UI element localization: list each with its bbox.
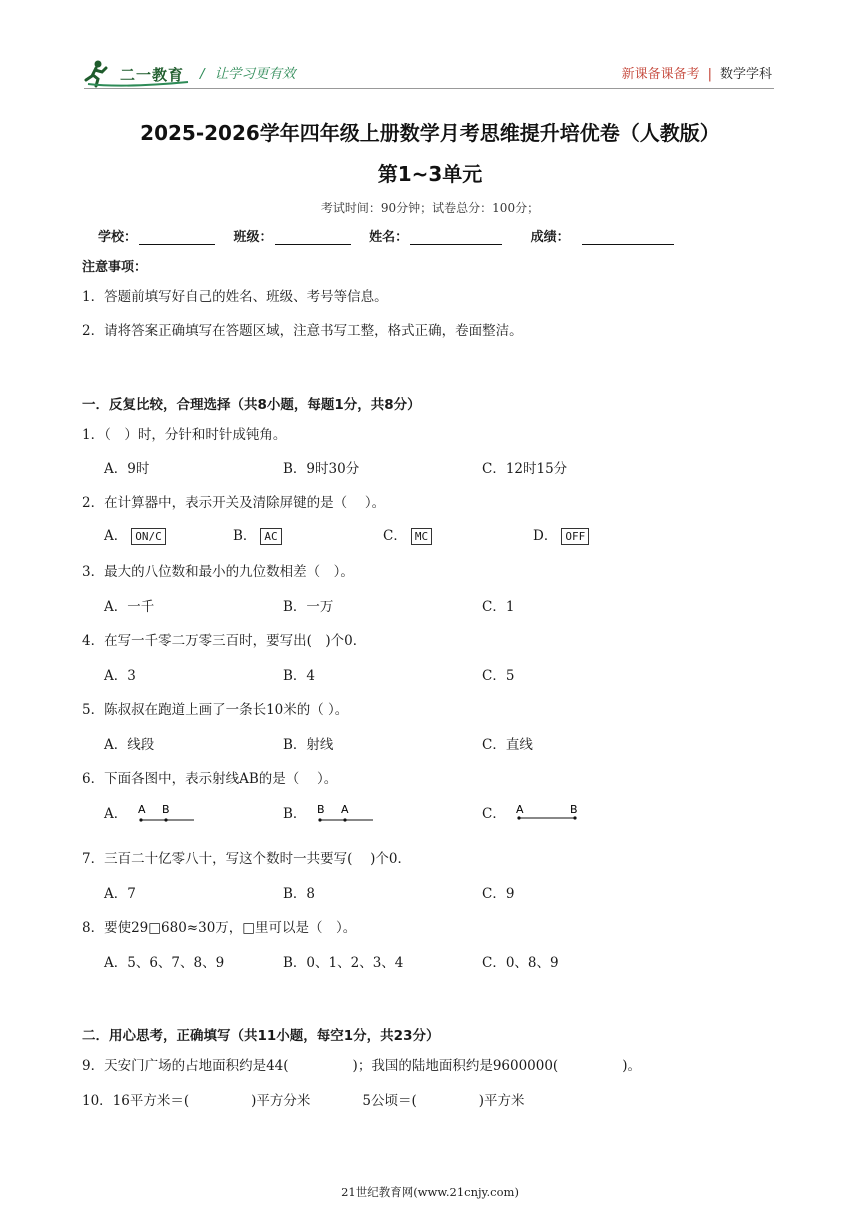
question-1-stem: 1．（ ）时，分针和时针成钝角。: [82, 427, 287, 443]
q3-option-b[interactable]: B．一万: [283, 599, 334, 615]
section-heading-2: 二．用心思考，正确填写（共11小题，每空1分，共23分）: [82, 1028, 440, 1044]
slogan-slash: /: [200, 66, 205, 82]
q2-option-c[interactable]: [383, 524, 432, 545]
slogan-text: 让学习更有效: [214, 66, 296, 82]
q6-option-a[interactable]: [104, 802, 196, 826]
exam-info: 考试时间：90分钟；试卷总分：100分；: [320, 201, 540, 215]
header-subject: 数学学科: [719, 67, 772, 82]
q2-option-a-label: A．: [104, 528, 128, 544]
question-8-stem: 8．要使29□680≈30万，□里可以是（ ）。: [82, 920, 357, 936]
question-10: [82, 1089, 525, 1109]
slogan: [200, 62, 296, 82]
note-item: 1．答题前填写好自己的姓名、班级、考号等信息。: [82, 289, 388, 305]
q10-text-c: 5公顷＝(: [362, 1093, 417, 1109]
q2-option-c-label: C．: [383, 528, 407, 544]
q9-text-c: )。: [622, 1058, 641, 1074]
q8-option-a[interactable]: A．5、6、7、8、9: [104, 955, 225, 971]
q2-option-b[interactable]: [233, 524, 282, 545]
name-label: 姓名：: [369, 230, 409, 245]
score-field[interactable]: [531, 226, 674, 245]
question-3-stem: 3．最大的八位数和最小的九位数相差（ ）。: [82, 564, 354, 580]
q9-text-a: 9．天安门广场的占地面积约是44(: [82, 1058, 289, 1074]
q5-option-c[interactable]: C．直线: [482, 737, 533, 753]
header-right: [622, 63, 772, 82]
class-label: 班级：: [233, 230, 273, 245]
question-6-stem: 6．下面各图中，表示射线AB的是（ ）。: [82, 771, 338, 787]
score-label: 成绩：: [530, 230, 570, 245]
q4-option-a[interactable]: A．3: [104, 668, 136, 684]
ray-a-label-2: B: [161, 803, 170, 816]
q7-option-a[interactable]: A．7: [104, 886, 136, 902]
page-footer: 21世纪教育网(www.21cnjy.com): [341, 1185, 519, 1199]
q8-option-c[interactable]: C．0、8、9: [482, 955, 559, 971]
ray-diagram-b-icon: [315, 804, 375, 826]
score-blank[interactable]: [582, 230, 674, 245]
ray-a-label-1: A: [137, 803, 146, 816]
class-blank[interactable]: [275, 230, 351, 245]
ray-diagram-a-icon: [136, 804, 196, 826]
question-4-stem: 4．在写一千零二万零三百时，要写出( )个0．: [82, 633, 367, 649]
q7-option-c[interactable]: C．9: [482, 886, 515, 902]
header-divider: [84, 88, 774, 89]
q10-text-a: 10．16平方米＝(: [82, 1093, 190, 1109]
q2-option-a[interactable]: [104, 524, 166, 545]
q2-option-b-label: B．: [233, 528, 257, 544]
ray-diagram-c-icon: [514, 804, 584, 826]
q5-option-b[interactable]: B．射线: [283, 737, 334, 753]
header-tag: 新课备课备考: [621, 67, 700, 82]
name-blank[interactable]: [410, 230, 502, 245]
ray-b-label-1: B: [316, 803, 325, 816]
q9-text-b: )；我国的陆地面积约是9600000(: [352, 1058, 559, 1074]
class-field[interactable]: [234, 226, 351, 245]
question-5-stem: 5．陈叔叔在跑道上画了一条长10米的（ ）。: [82, 702, 349, 718]
notes-heading: 注意事项：: [82, 260, 148, 275]
q2-option-d-label: D．: [533, 528, 558, 544]
ray-b-label-2: A: [340, 803, 349, 816]
question-2-stem: 2．在计算器中，表示开关及清除屏键的是（ ）。: [82, 495, 386, 511]
key-on-c-icon: ON/C: [131, 528, 166, 545]
page-subtitle: 第1~3单元: [377, 162, 483, 186]
q6-option-b-label: B．: [283, 806, 307, 822]
q1-option-c[interactable]: C．12时15分: [482, 461, 568, 477]
page-title: 2025-2026学年四年级上册数学月考思维提升培优卷（人教版）: [140, 121, 720, 145]
q6-option-b[interactable]: [283, 802, 375, 826]
q4-option-b[interactable]: B．4: [283, 668, 316, 684]
logo-text: 二一教育: [120, 66, 185, 84]
ray-c-label-1: A: [516, 803, 524, 816]
q1-option-b[interactable]: B．9时30分: [283, 461, 360, 477]
key-ac-icon: AC: [260, 528, 281, 545]
question-9: [82, 1054, 641, 1074]
school-blank[interactable]: [139, 230, 215, 245]
q6-option-a-label: A．: [104, 806, 128, 822]
note-item: 2．请将答案正确填写在答题区域，注意书写工整，格式正确，卷面整洁。: [82, 323, 523, 339]
key-off-icon: OFF: [561, 528, 589, 545]
q3-option-a[interactable]: A．一千: [104, 599, 155, 615]
q1-option-a[interactable]: A．9时: [104, 461, 150, 477]
question-7-stem: 7．三百二十亿零八十，写这个数时一共要写( )个0．: [82, 851, 412, 867]
ray-c-label-2: B: [570, 803, 578, 816]
q6-option-c[interactable]: [482, 802, 584, 826]
header-separator: |: [707, 67, 712, 82]
q8-option-b[interactable]: B．0、1、2、3、4: [283, 955, 404, 971]
q7-option-b[interactable]: B．8: [283, 886, 316, 902]
q6-option-c-label: C．: [482, 806, 506, 822]
student-info-fields: [98, 226, 688, 245]
q3-option-c[interactable]: C．1: [482, 599, 515, 615]
q5-option-a[interactable]: A．线段: [104, 737, 155, 753]
q10-text-b: )平方分米: [251, 1093, 311, 1109]
school-label: 学校：: [98, 230, 138, 245]
name-field[interactable]: [369, 226, 502, 245]
q10-text-d: )平方米: [478, 1093, 525, 1109]
q2-option-d[interactable]: [533, 524, 589, 545]
q4-option-c[interactable]: C．5: [482, 668, 515, 684]
section-heading-1: 一．反复比较，合理选择（共8小题，每题1分，共8分）: [82, 397, 421, 413]
school-field[interactable]: [98, 226, 215, 245]
key-mc-icon: MC: [411, 528, 432, 545]
